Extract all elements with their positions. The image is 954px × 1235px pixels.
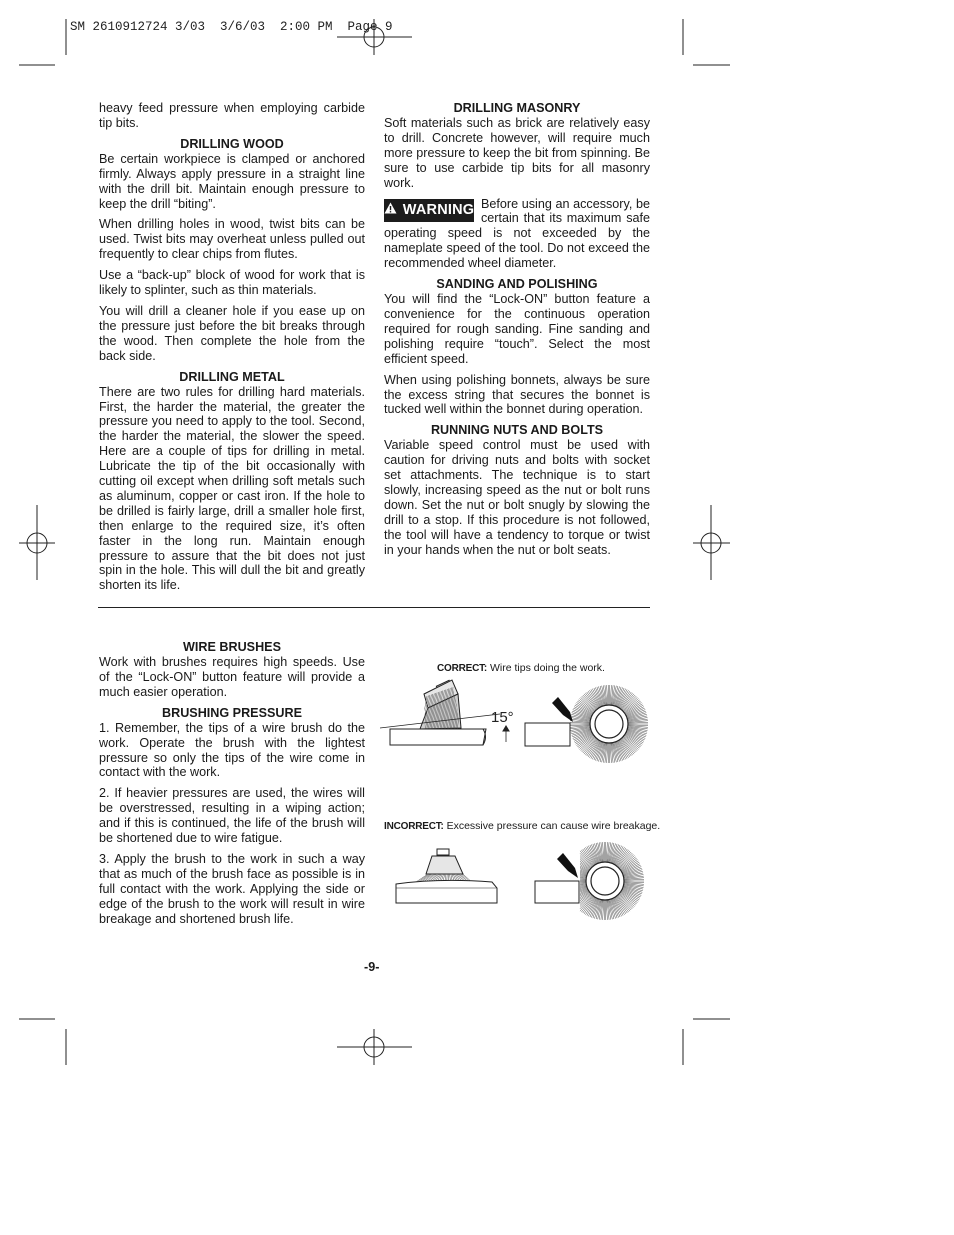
- correct-text: Wire tips doing the work.: [487, 662, 605, 674]
- pressure-paragraph-1: 1. Remember, the tips of a wire brush do the work. Operate the brush with the lightest pressure so only the tips of the wire come in contact with the work.: [99, 720, 365, 780]
- incorrect-label: INCORRECT:: [384, 821, 444, 832]
- correct-cup-brush-figure: [380, 680, 509, 745]
- drilling-masonry-heading: DRILLING MASONRY: [453, 101, 581, 115]
- wood-paragraph-4: You will drill a cleaner hole if you ease up on the pressure just before the bit breaks through the wood. Then complete the hole from the back side.: [99, 303, 365, 363]
- pressure-paragraph-3: 3. Apply the brush to the work in such a way that as much of the brush face as possible is in full contact with the work. Applying the side or edge of the brush to the work will result in wire breakage and shortened brush life.: [99, 851, 365, 926]
- correct-label: CORRECT:: [437, 663, 488, 674]
- brushing-pressure-heading: BRUSHING PRESSURE: [162, 705, 302, 720]
- wood-paragraph-3: Use a “back-up” block of wood for work that is likely to splinter, such as thin materials.: [99, 268, 365, 298]
- pressure-paragraph-2: 2. If heavier pressures are used, the wires will be overstressed, resulting in a wiping action; and if this is continued, the life of the brush will be shortened due to wire fatigue.: [99, 786, 365, 846]
- drilling-wood-heading: DRILLING WOOD: [180, 136, 284, 151]
- wire-brushes-heading: WIRE BRUSHES: [183, 640, 281, 654]
- drilling-metal-heading: DRILLING METAL: [179, 369, 285, 384]
- carbide-paragraph: heavy feed pressure when employing carbide tip bits.: [99, 101, 365, 130]
- nuts-paragraph: Variable speed control must be used with caution for driving nuts and bolts with socket set attachments. The technique is to start slowly, increasing speed as the nut or bolt runs down. Set the nut or bolt snugly by slowing the drill to a stop. If this procedure is not followed, the tool will have a tendency to torque or twist in your hands when the nut or bolt seats.: [384, 438, 650, 557]
- wood-paragraph-2: When drilling holes in wood, twist bits can be used. Twist bits may overheat unless pulled out frequently to clear chips from flutes.: [99, 217, 365, 262]
- sanding-polishing-heading: SANDING AND POLISHING: [436, 277, 598, 292]
- warning-label: WARNING: [402, 201, 475, 218]
- incorrect-text: Excessive pressure can cause wire breakage.: [443, 820, 661, 832]
- sanding-paragraph-1: You will find the “Lock-ON” button feature a convenience for the continuous operation required for rough sanding. Fine sanding and polishing require “touch”. Select the most efficient speed.: [384, 292, 650, 366]
- nuts-bolts-heading: RUNNING NUTS AND BOLTS: [430, 423, 604, 438]
- metal-paragraph-1: There are two rules for drilling hard materials. First, the harder the material, the greater the pressure you need to apply to the tool. Second, the harder the material, the slower the speed. Here are a couple of tips for drilling in metal. Lubricate the tip of the bit occasionally with cutting oil except when drilling soft metals such as aluminum, copper or cast iron. If the hole to be drilled is fairly large, drill a smaller hole first, then enlarge to the required size, it’s often faster in the long run. Maintain enough pressure to assure that the bit does not just spin in the hole. This will dull the bit and greatly shorten its life.: [99, 384, 365, 593]
- correct-wheel-brush-figure: [525, 685, 648, 763]
- page-number: -9-: [364, 960, 380, 974]
- sanding-paragraph-2: When using polishing bonnets, always be sure the excess string that secures the bonnet is tucked well within the bonnet during operation.: [384, 372, 650, 417]
- print-slug: SM 2610912724 3/03 3/6/03 2:00 PM Page 9: [70, 20, 393, 34]
- wood-paragraph-1: Be certain workpiece is clamped or anchored firmly. Always apply pressure in a straight line with the drill bit. Maintain enough pressure to keep the drill “biting”.: [99, 151, 365, 211]
- masonry-paragraph: Soft materials such as brick are relatively easy to drill. Concrete however, will require much more pressure to keep the bit from spinning. Be sure to use carbide tip bits for all masonry work.: [384, 116, 650, 190]
- angle-label: 15°: [491, 709, 514, 726]
- wire-brushes-paragraph: Work with brushes requires high speeds. Use of the “Lock-ON” button feature will provide a much easier operation.: [99, 655, 365, 699]
- incorrect-wheel-brush-figure: [535, 842, 644, 920]
- incorrect-cup-brush-figure: [396, 849, 497, 903]
- warning-text: Before using an accessory, be certain that its maximum safe operating speed is not exceeded by the nameplate speed of the tool. Do not exceed the recommended wheel diameter.: [384, 196, 650, 271]
